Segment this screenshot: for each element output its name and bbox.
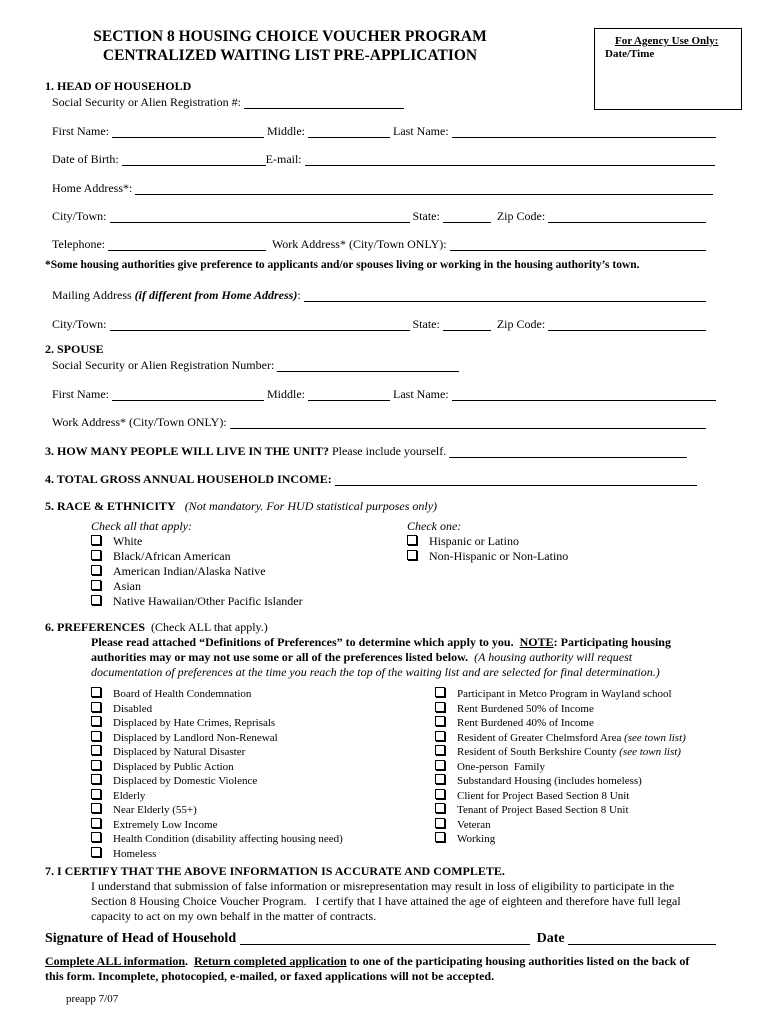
hoh-name-row: [52, 123, 716, 139]
pref-option[interactable]: [435, 731, 686, 746]
spouse-middle-label: Middle:: [267, 387, 305, 401]
pref-option[interactable]: [91, 731, 343, 746]
footer-sep: .: [185, 954, 194, 968]
pref-option-label: Tenant of Project Based Section 8 Unit: [457, 804, 629, 816]
checkbox-icon[interactable]: [435, 702, 445, 712]
date-field[interactable]: [568, 929, 716, 945]
pref-option[interactable]: [435, 789, 686, 804]
checkbox-icon[interactable]: [91, 580, 101, 590]
checkbox-icon[interactable]: [91, 550, 101, 560]
hoh-mailing-colon: :: [297, 288, 301, 302]
spouse-first-label: First Name:: [52, 387, 109, 401]
section7-heading: 7. I CERTIFY THAT THE ABOVE INFORMATION IS ACCURATE AND COMPLETE.: [45, 864, 505, 878]
hoh-state-label: State:: [412, 209, 440, 223]
pref-read-text: Please read attached “Definitions of Preferences” to determine which apply to you.: [91, 635, 514, 649]
footer-complete-all: Complete ALL information: [45, 954, 185, 968]
hoh-dob-label: Date of Birth:: [52, 152, 119, 166]
pref-option[interactable]: [435, 818, 686, 833]
pref-option-label: Displaced by Natural Disaster: [113, 746, 246, 758]
hoh-mail-zip-field[interactable]: [548, 316, 706, 331]
pref-option-label: Rent Burdened 50% of Income: [457, 702, 594, 715]
pref-option[interactable]: [91, 832, 343, 847]
race-option[interactable]: [91, 579, 303, 594]
race-check-all-label: Check all that apply:: [91, 519, 192, 533]
pref-option-label: Veteran: [457, 818, 491, 831]
signature-row: [45, 929, 716, 947]
ethnicity-option-label: Hispanic or Latino: [429, 534, 519, 548]
spouse-work-label: Work Address* (City/Town ONLY):: [52, 415, 227, 429]
pref-option[interactable]: [91, 716, 343, 731]
checkbox-icon[interactable]: [91, 731, 101, 741]
hoh-mailing-label: Mailing Address: [52, 288, 132, 302]
hoh-mailing-paren: (if different from Home Address): [134, 288, 298, 302]
hoh-email-field[interactable]: [305, 151, 715, 166]
agency-use-label: For Agency Use Only:: [615, 35, 719, 47]
hoh-dob-row: [52, 151, 715, 167]
hoh-first-field[interactable]: [112, 123, 264, 138]
checkbox-icon[interactable]: [91, 832, 101, 842]
pref-option-label: Displaced by Landlord Non-Renewal: [113, 731, 278, 744]
race-option-label: Native Hawaiian/Other Pacific Islander: [113, 594, 303, 608]
hoh-phone-label: Telephone:: [52, 237, 106, 251]
pref-list-left: [91, 687, 343, 861]
spouse-ssn-field[interactable]: [277, 357, 459, 372]
hoh-state-field[interactable]: [443, 208, 491, 223]
pref-option-note: (see town list): [619, 746, 681, 758]
race-option[interactable]: [91, 564, 303, 579]
pref-option-label: Near Elderly (55+): [113, 804, 197, 816]
race-option[interactable]: [91, 549, 303, 564]
pref-instructions-3: documentation of preferences at the time you reach the top of the waiting list and are selected for final determination.): [91, 665, 660, 679]
certify-line3: capacity to act on my own behalf in the matter of contracts.: [91, 909, 377, 923]
section6-row: [45, 620, 268, 635]
pref-option[interactable]: [435, 832, 686, 847]
agency-use-box: [594, 28, 742, 110]
household-income-field[interactable]: [335, 471, 697, 486]
preference-note: *Some housing authorities give preference to applicants and/or spouses living or working in the housing authority’s town.: [45, 259, 640, 271]
footer-instructions-2: this form. Incomplete, photocopied, e-mailed, or faxed applications will not be accepted.: [45, 969, 495, 983]
pref-option[interactable]: [435, 687, 686, 702]
checkbox-icon[interactable]: [435, 716, 445, 726]
footer-instructions-1: [45, 954, 689, 969]
pref-note-label: NOTE: [519, 635, 554, 649]
pref-option[interactable]: [91, 745, 343, 760]
spouse-work-field[interactable]: [230, 414, 706, 429]
checkbox-icon[interactable]: [91, 745, 101, 755]
hoh-ssn-row: [52, 94, 404, 110]
pref-option-label: One-person Family: [457, 760, 545, 773]
race-option-label: White: [113, 534, 143, 548]
section3-heading: 3. HOW MANY PEOPLE WILL LIVE IN THE UNIT?: [45, 444, 329, 458]
checkbox-icon[interactable]: [91, 847, 101, 857]
section4-row: [45, 471, 697, 487]
hoh-last-field[interactable]: [452, 123, 716, 138]
hoh-phone-row: [52, 236, 706, 252]
pref-option[interactable]: [91, 847, 343, 862]
hoh-dob-field[interactable]: [122, 151, 266, 166]
hoh-ssn-label: Social Security or Alien Registration #:: [52, 95, 241, 109]
pref-list-right: [435, 687, 686, 847]
section1-heading: 1. HEAD OF HOUSEHOLD: [45, 79, 192, 93]
pref-option[interactable]: [91, 789, 343, 804]
pref-option[interactable]: [435, 774, 686, 789]
spouse-name-row: [52, 386, 716, 402]
hoh-mail-state-label: State:: [412, 317, 440, 331]
hoh-middle-label: Middle:: [267, 124, 305, 138]
pref-option[interactable]: [91, 687, 343, 702]
pref-option[interactable]: [91, 702, 343, 717]
pref-instructions-1: [91, 635, 671, 650]
pref-option[interactable]: [91, 774, 343, 789]
pref-option-label: Extremely Low Income: [113, 818, 218, 831]
race-option[interactable]: [91, 534, 303, 549]
pref-option-note: (see town list): [624, 731, 686, 744]
pref-option[interactable]: [91, 818, 343, 833]
checkbox-icon[interactable]: [435, 731, 445, 741]
pref-option[interactable]: [435, 760, 686, 775]
pref-option-label: Client for Project Based Section 8 Unit: [457, 789, 630, 802]
pref-option-label: Displaced by Domestic Violence: [113, 775, 258, 787]
checkbox-icon[interactable]: [91, 774, 101, 784]
checkbox-icon[interactable]: [91, 818, 101, 828]
pref-option-label: Resident of Greater Chelmsford Area: [457, 731, 622, 744]
checkbox-icon[interactable]: [435, 760, 445, 770]
checkbox-icon[interactable]: [435, 687, 445, 697]
race-option[interactable]: [91, 594, 303, 609]
pref-option[interactable]: [91, 803, 343, 818]
hoh-city-row: [52, 208, 706, 224]
checkbox-icon[interactable]: [435, 789, 445, 799]
pref-option[interactable]: [435, 702, 686, 717]
hoh-home-label: Home Address*:: [52, 181, 133, 195]
pref-read-text2: : Participating housing: [553, 635, 671, 649]
section2-heading: 2. SPOUSE: [45, 342, 104, 356]
certify-line1: I understand that submission of false information or misrepresentation may result in loss of eligibility to participate in the: [91, 879, 675, 893]
hoh-zip-field[interactable]: [548, 208, 706, 223]
signature-label: Signature of Head of Household: [45, 931, 237, 946]
ethnicity-option-label: Non-Hispanic or Non-Latino: [429, 549, 569, 563]
spouse-ssn-row: [52, 357, 459, 373]
hoh-mail-city-label: City/Town:: [52, 317, 107, 331]
race-option-label: American Indian/Alaska Native: [113, 564, 266, 578]
spouse-first-field[interactable]: [112, 386, 264, 401]
checkbox-icon[interactable]: [435, 818, 445, 828]
checkbox-icon[interactable]: [91, 760, 101, 770]
section3-row: [45, 443, 687, 459]
pref-option[interactable]: [91, 760, 343, 775]
footer-text: to one of the participating housing authorities listed on the back of: [346, 954, 690, 968]
form-title-line1: SECTION 8 HOUSING CHOICE VOUCHER PROGRAM: [93, 28, 487, 45]
hoh-phone-field[interactable]: [108, 236, 266, 251]
pref-option-label: Health Condition (disability affecting housing need): [113, 833, 343, 845]
hoh-middle-field[interactable]: [308, 123, 390, 138]
form-code: preapp 7/07: [66, 993, 119, 1005]
pref-option[interactable]: [435, 745, 686, 760]
checkbox-icon[interactable]: [91, 702, 101, 712]
hoh-city-label: City/Town:: [52, 209, 107, 223]
pref-option-label: Elderly: [113, 789, 146, 802]
signature-field[interactable]: [240, 929, 530, 945]
checkbox-icon[interactable]: [435, 774, 445, 784]
ethnicity-option[interactable]: [407, 549, 568, 564]
hoh-city-field[interactable]: [110, 208, 410, 223]
ethnicity-option[interactable]: [407, 534, 568, 549]
pref-option[interactable]: [435, 803, 686, 818]
checkbox-icon[interactable]: [91, 789, 101, 799]
hoh-last-label: Last Name:: [393, 124, 449, 138]
checkbox-icon[interactable]: [407, 550, 417, 560]
section3-text: Please include yourself.: [331, 444, 447, 458]
hoh-ssn-field[interactable]: [244, 94, 404, 109]
form-title-line2: CENTRALIZED WAITING LIST PRE-APPLICATION: [102, 47, 478, 64]
hoh-home-row: [52, 180, 713, 196]
ethnicity-list: [407, 534, 568, 564]
checkbox-icon[interactable]: [407, 535, 417, 545]
hoh-email-label: E-mail:: [265, 152, 302, 166]
pref-option-label: Displaced by Public Action: [113, 760, 234, 773]
footer-return-completed: Return completed application: [194, 954, 347, 968]
race-option-label: Black/African American: [113, 549, 231, 563]
checkbox-icon[interactable]: [435, 832, 445, 842]
section5-heading: 5. RACE & ETHNICITY: [45, 499, 176, 513]
section4-heading: 4. TOTAL GROSS ANNUAL HOUSEHOLD INCOME:: [45, 472, 332, 486]
hoh-mailing-row: [52, 287, 706, 303]
certify-line2: Section 8 Housing Choice Voucher Program. I certify that I have attained the age of eighteen and therefore have full legal: [91, 894, 681, 908]
pref-read-text3: authorities may or may not use some or all of the preferences listed below.: [91, 650, 469, 664]
checkbox-icon[interactable]: [435, 745, 445, 755]
hoh-mail-city-field[interactable]: [110, 316, 410, 331]
checkbox-icon[interactable]: [91, 565, 101, 575]
pref-option[interactable]: [435, 716, 686, 731]
race-option-label: Asian: [113, 579, 141, 593]
hoh-work-field[interactable]: [450, 236, 706, 251]
spouse-last-field[interactable]: [452, 386, 716, 401]
pref-option-label: Substandard Housing (includes homeless): [457, 775, 642, 787]
race-list: [91, 534, 303, 609]
spouse-ssn-label: Social Security or Alien Registration Number:: [52, 358, 275, 372]
hoh-home-field[interactable]: [135, 180, 713, 195]
checkbox-icon[interactable]: [91, 595, 101, 605]
checkbox-icon[interactable]: [91, 687, 101, 697]
spouse-middle-field[interactable]: [308, 386, 390, 401]
household-size-field[interactable]: [449, 443, 687, 458]
hoh-first-label: First Name:: [52, 124, 109, 138]
agency-datetime-label: Date/Time: [605, 48, 655, 60]
hoh-mail-zip-label: Zip Code:: [496, 317, 546, 331]
pref-option-label: Working: [457, 833, 496, 845]
hoh-zip-label: Zip Code:: [496, 209, 546, 223]
checkbox-icon[interactable]: [91, 535, 101, 545]
spouse-work-row: [52, 414, 706, 430]
pref-read-text3-italic: (A housing authority will request: [474, 650, 633, 664]
section6-paren: (Check ALL that apply.): [151, 620, 268, 634]
hoh-mailing-field[interactable]: [304, 287, 706, 302]
pref-option-label: Disabled: [113, 702, 153, 715]
hoh-mail-city-row: [52, 316, 706, 332]
pref-option-label: Board of Health Condemnation: [113, 688, 252, 700]
section6-heading: 6. PREFERENCES: [45, 620, 146, 634]
ethnicity-check-one-label: Check one:: [407, 519, 462, 533]
spouse-last-label: Last Name:: [393, 387, 449, 401]
hoh-work-label: Work Address* (City/Town ONLY):: [271, 237, 447, 251]
section5-note: (Not mandatory. For HUD statistical purposes only): [184, 499, 438, 513]
pref-instructions-2: [91, 650, 632, 665]
checkbox-icon[interactable]: [91, 803, 101, 813]
hoh-mail-state-field[interactable]: [443, 316, 491, 331]
pref-option-label: Rent Burdened 40% of Income: [457, 717, 594, 729]
pref-option-label: Resident of South Berkshire County: [457, 746, 617, 758]
checkbox-icon[interactable]: [435, 803, 445, 813]
checkbox-icon[interactable]: [91, 716, 101, 726]
section5-row: [45, 499, 437, 514]
pref-option-label: Displaced by Hate Crimes, Reprisals: [113, 717, 276, 729]
date-label: Date: [536, 931, 565, 946]
pref-option-label: Homeless: [113, 847, 157, 860]
pref-option-label: Participant in Metco Program in Wayland school: [457, 688, 672, 700]
